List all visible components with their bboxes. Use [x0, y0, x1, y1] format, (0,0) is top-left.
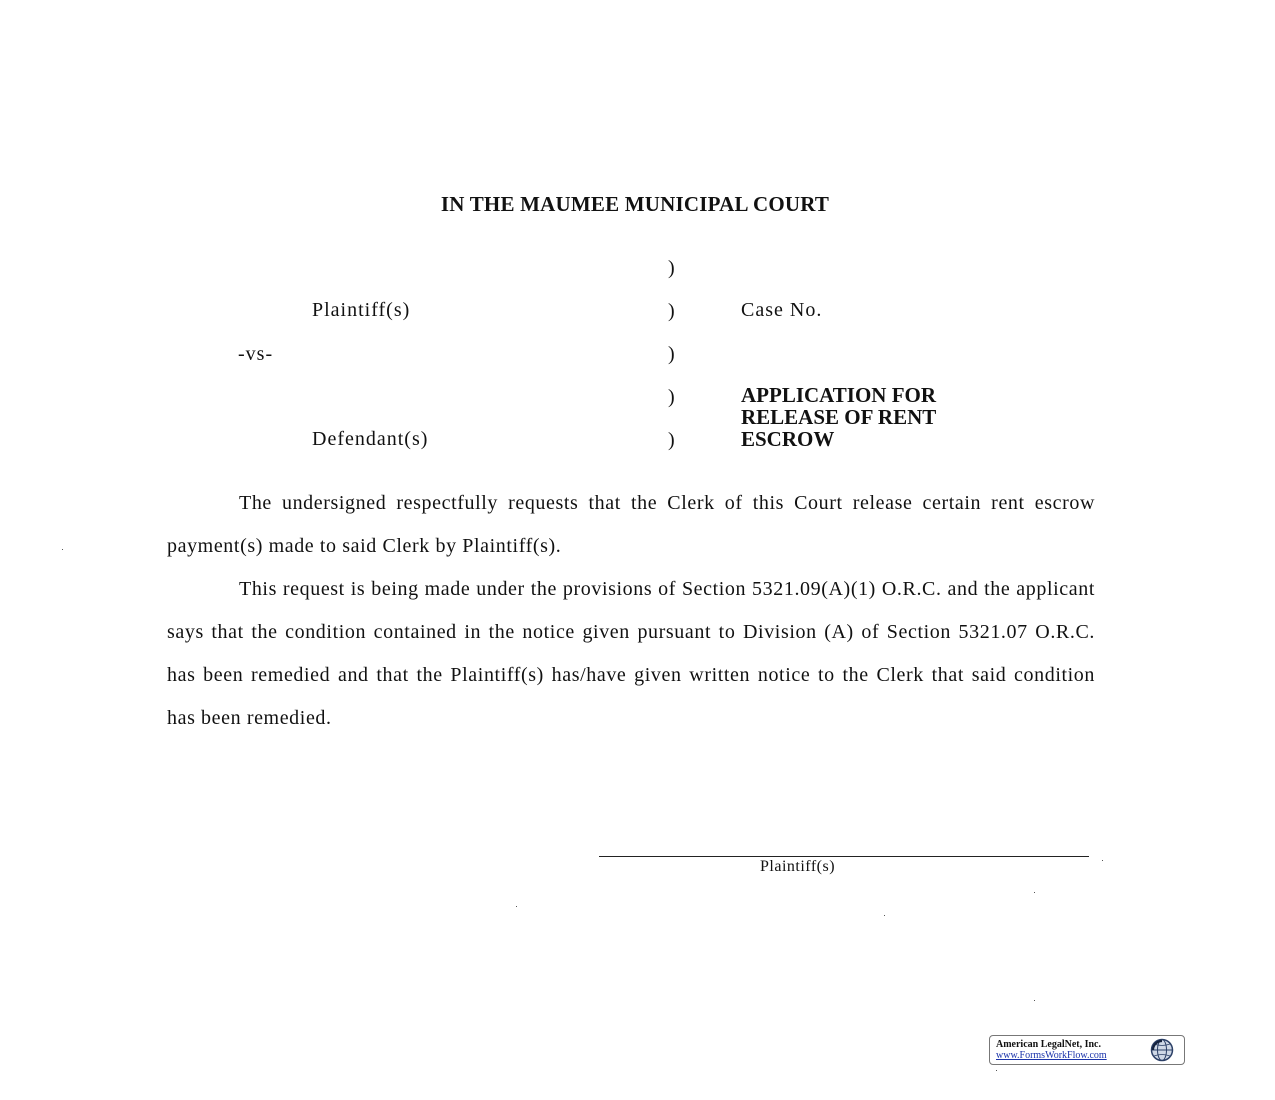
body-paragraph-2 [167, 568, 1095, 740]
caption-paren-5: ) [668, 429, 675, 451]
caption-paren-4: ) [668, 386, 675, 408]
scan-speck [1034, 892, 1035, 893]
american-legalnet-logo [989, 1035, 1185, 1065]
document-title [741, 384, 1041, 450]
document-title-line-3: ESCROW [741, 427, 835, 451]
body-paragraph-1 [167, 482, 1095, 568]
document-title-line-1: APPLICATION FOR [741, 383, 937, 407]
body-paragraph-1-text: The undersigned respectfully requests that the Clerk of this Court release certain rent escrow payment(s) made to said Clerk by Plaintiff(s). [167, 492, 1095, 557]
court-title: IN THE MAUMEE MUNICIPAL COURT [440, 192, 830, 216]
scan-speck [62, 549, 63, 550]
document-title-line-2: RELEASE OF RENT [741, 405, 937, 429]
scan-speck [516, 906, 517, 907]
logo-company-name: American LegalNet, Inc. [996, 1039, 1101, 1050]
caption-paren-1: ) [668, 257, 675, 279]
scan-speck [1034, 1000, 1035, 1001]
body-paragraph-2-text: This request is being made under the provisions of Section 5321.09(A)(1) O.R.C. and the applicant says that the condition contained in the notice given pursuant to Division (A) of Section 5321.07 O.R.C. has been remedied and that the Plaintiff(s) has/have given written notice to the Clerk that said condition has been remedied. [167, 578, 1095, 729]
caption-paren-3: ) [668, 343, 675, 365]
signature-label: Plaintiff(s) [760, 858, 836, 875]
globe-logo-icon [1150, 1038, 1174, 1062]
case-no-label: Case No. [741, 299, 823, 321]
scan-speck [884, 915, 885, 916]
vs-label: -vs- [238, 343, 274, 365]
caption-paren-2: ) [668, 300, 675, 322]
scan-speck [996, 1070, 997, 1071]
defendant-label: Defendant(s) [312, 428, 429, 450]
signature-line [599, 856, 1089, 857]
logo-url-link[interactable]: www.FormsWorkFlow.com [996, 1050, 1107, 1061]
scan-speck [1102, 860, 1103, 861]
plaintiff-label: Plaintiff(s) [312, 299, 411, 321]
